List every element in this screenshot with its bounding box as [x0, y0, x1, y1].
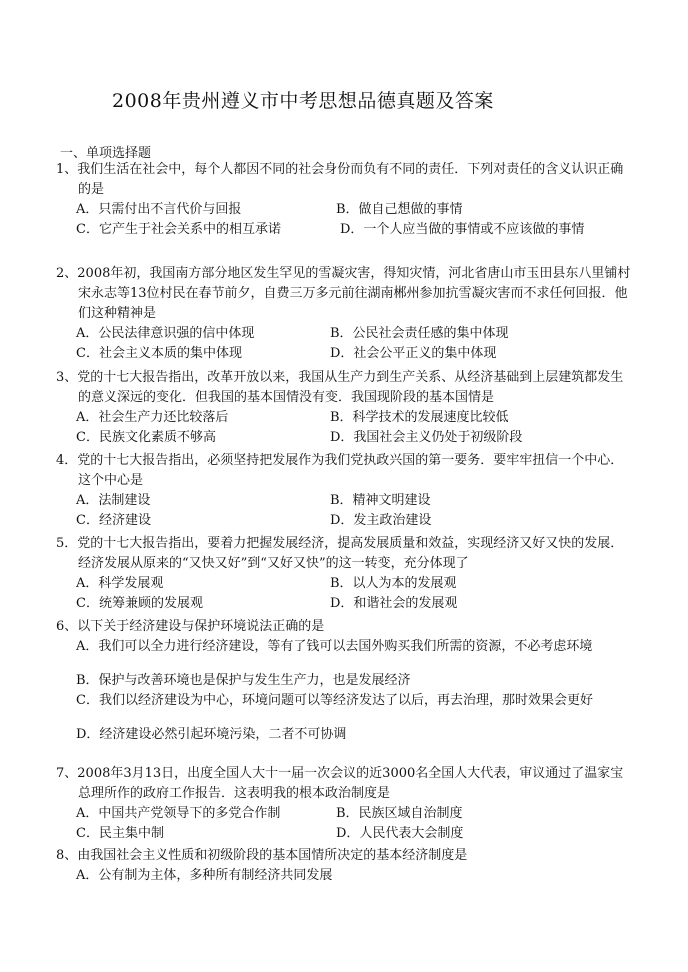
options-row: [76, 324, 636, 344]
question-7: [56, 764, 636, 844]
question-stem: 2、2008年初，我国南方部分地区发生罕见的雪凝灾害，得知灾情，河北省唐山市玉田县东八里铺村宋永志等13位村民在春节前夕，自费三万多元前往湖南郴州参加抗雪凝灾害而不求任何回报．他们这种精神是: [56, 266, 631, 321]
question-5: [56, 534, 636, 614]
option-a: A．我们可以全力进行经济建设，等有了钱可以去国外购买我们所需的资源，不必考虑环境: [76, 639, 593, 654]
options-row: [76, 574, 636, 594]
options-row: [76, 220, 636, 240]
options-row: [76, 824, 636, 844]
option-c: C．统筹兼顾的发展观: [76, 596, 203, 611]
options-row: [76, 594, 636, 614]
option-a: A．只需付出不言代价与回报: [76, 202, 242, 217]
options-row: [76, 408, 636, 428]
question-stem: 4．党的十七大报告指出，必须坚持把发展作为我们党执政兴国的第一要务．要牢牢扭信一个中心．这个中心是: [56, 453, 624, 488]
options-row: [76, 804, 636, 824]
option-c: C．社会主义本质的集中体现: [76, 346, 242, 361]
question-1: [56, 160, 636, 240]
option-a: A．法制建设: [76, 493, 151, 508]
question-stem: 6、以下关于经济建设与保护环境说法正确的是: [56, 619, 325, 634]
question-stem: 5．党的十七大报告指出，要着力把握发展经济，提高发展质量和效益，实现经济又好又快的发展．经济发展从原来的“又快又好”到“又好又快”的这一转变，充分体现了: [56, 536, 624, 571]
option-b: B．公民社会责任感的集中体现: [330, 326, 509, 341]
options-row: [76, 200, 636, 220]
option-c: C．民族文化素质不够高: [76, 430, 216, 445]
option-d: D．和谐社会的发展观: [330, 596, 458, 611]
options-row: [76, 428, 636, 448]
option-c: C．它产生于社会关系中的相互承诺: [76, 222, 281, 237]
question-stem: 3、党的十七大报告指出，改革开放以来，我国从生产力到生产关系、从经济基础到上层建筑都发生的意义深远的变化．但我国的基本国情没有变．我国现阶段的基本国情是: [56, 370, 624, 405]
option-b: B．精神文明建设: [330, 493, 431, 508]
option-d: D．我国社会主义仍处于初级阶段: [330, 430, 523, 445]
question-8: [56, 846, 636, 886]
option-d: D．一个人应当做的事情或不应该做的事情: [340, 222, 585, 237]
option-a: A．社会生产力还比较落后: [76, 410, 229, 425]
question-stem: 7、2008年3月13日，出度全国人大十一届一次会议的近3000名全国人大代表，审议通过了温家宝总理所作的政府工作报告．这表明我的根本政治制度是: [56, 766, 624, 801]
option-a: A．科学发展观: [76, 576, 164, 591]
option-b: B．保护与改善环境也是保护与发生生产力，也是发展经济: [76, 673, 411, 688]
question-stem: 1、我们生活在社会中，每个人都因不同的社会身份而负有不同的责任．下列对责任的含义认识正确的是: [56, 162, 624, 197]
question-3: [56, 368, 636, 448]
options-row: [76, 491, 636, 511]
option-d: D．社会公平正义的集中体现: [330, 346, 497, 361]
option-b: B．民族区域自治制度: [336, 806, 463, 821]
question-6: [56, 617, 636, 745]
option-b: B．科学技术的发展速度比较低: [330, 410, 509, 425]
option-a: A．中国共产党领导下的多党合作制: [76, 806, 281, 821]
option-d: D．人民代表大会制度: [336, 826, 464, 841]
option-b: B．做自己想做的事情: [336, 202, 463, 217]
option-b: B．以人为本的发展观: [330, 576, 457, 591]
option-c: C．我们以经济建设为中心，环境问题可以等经济发达了以后，再去治理，那时效果会更好: [76, 693, 593, 708]
question-stem: 8、由我国社会主义性质和初级阶段的基本国情所决定的基本经济制度是: [56, 848, 468, 863]
page-title: 2008年贵州遵义市中考思想品德真题及答案: [112, 90, 494, 112]
question-2: [56, 264, 636, 364]
options-row: [76, 344, 636, 364]
option-d: D．经济建设必然引起环境污染，二者不可协调: [76, 727, 347, 742]
option-d: D．发主政治建设: [330, 513, 432, 528]
option-a: A．公有制为主体，多种所有制经济共同发展: [76, 868, 333, 883]
options-row: [76, 511, 636, 531]
question-4: [56, 451, 636, 531]
section-heading: 一、单项选择题: [60, 146, 152, 161]
option-c: C．民主集中制: [76, 826, 164, 841]
option-a: A．公民法律意识强的信中体现: [76, 326, 255, 341]
option-c: C．经济建设: [76, 513, 151, 528]
